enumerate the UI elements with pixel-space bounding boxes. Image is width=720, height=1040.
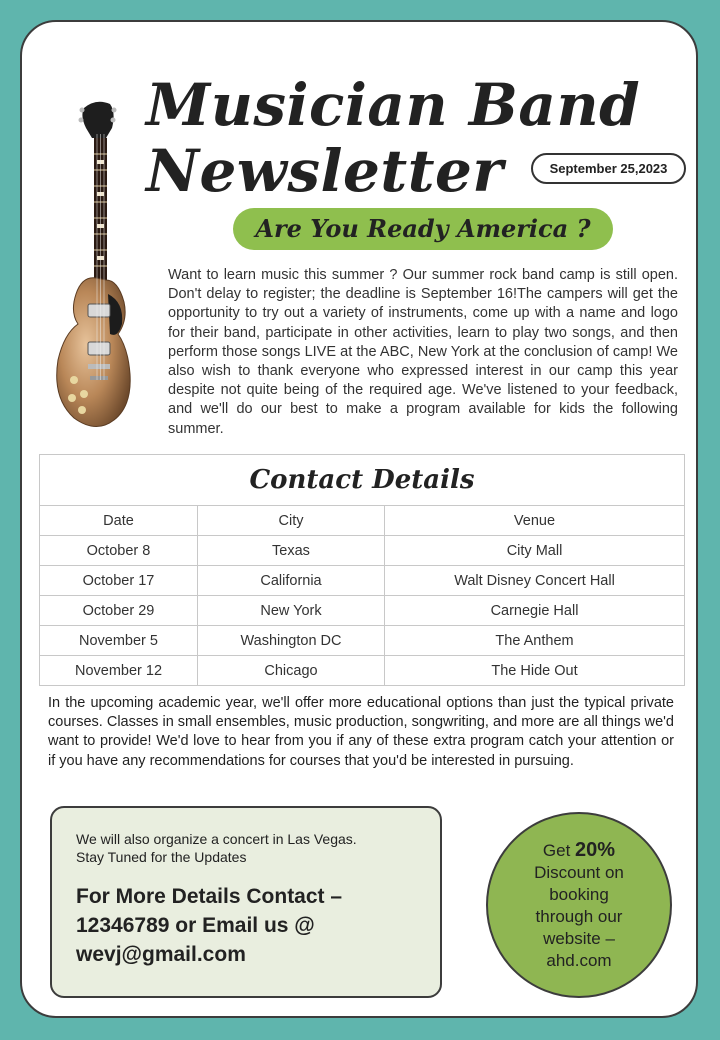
concert-note	[76, 830, 416, 866]
cell-date: October 17	[40, 566, 198, 596]
contact-details-text: For More Details Contact – 12346789 or Email us @ wevj@gmail.com	[76, 885, 343, 966]
cell-venue: City Mall	[385, 536, 685, 566]
cell-city: New York	[198, 596, 385, 626]
cell-date: November 12	[40, 656, 198, 686]
cell-city: Texas	[198, 536, 385, 566]
cell-venue: The Anthem	[385, 626, 685, 656]
table-row	[40, 566, 685, 596]
date-badge: September 25,2023	[531, 153, 686, 184]
cell-venue: Walt Disney Concert Hall	[385, 566, 685, 596]
discount-prefix: Get	[542, 840, 571, 860]
newsletter-page	[20, 20, 698, 1018]
guitar-icon	[52, 98, 134, 438]
cell-city: Chicago	[198, 656, 385, 686]
contact-details-table	[39, 454, 685, 686]
newsletter-title	[146, 72, 646, 204]
discount-badge	[486, 812, 672, 998]
intro-paragraph: Want to learn music this summer ? Our summer rock band camp is still open. Don't delay to register; the deadline is September 16!The campers will get the opportunity to try out a variety of instruments, come up with a name and logo for their band, participate in other activities, learn to play two songs, and then perform those songs LIVE at the ABC, New York at the conclusion of camp! We also wish to thank everyone who expressed interest in our camp this year despite not quite being of the required age. We've listened to your feedback, and we'll do our best to make a program available for kids the following summer.	[168, 267, 678, 437]
programs-paragraph: In the upcoming academic year, we'll offer more educational options than just the typical private courses. Classes in small ensembles, music production, songwriting, and more are all things we'd want to provide! We'd love to hear from you if any of these extra program catch your attention or if you have any recommendations for courses that you'd be interested in pursuing.	[48, 695, 674, 769]
discount-text: Discount on booking through our website – ahd.com	[534, 862, 624, 970]
cell-city: California	[198, 566, 385, 596]
table-row	[40, 626, 685, 656]
table-row	[40, 656, 685, 686]
table-row	[40, 596, 685, 626]
cell-venue: Carnegie Hall	[385, 596, 685, 626]
title-line-2: Newsletter	[146, 137, 504, 205]
cell-date: October 8	[40, 536, 198, 566]
column-header-date: Date	[40, 506, 198, 536]
cell-date: October 29	[40, 596, 198, 626]
column-header-venue: Venue	[385, 506, 685, 536]
column-header-city: City	[198, 506, 385, 536]
title-line-1: Musician Band	[146, 71, 641, 139]
table-row	[40, 536, 685, 566]
cell-date: November 5	[40, 626, 198, 656]
headline-banner: Are You Ready America ?	[233, 208, 613, 250]
concert-info-box	[50, 806, 442, 998]
contact-table-heading: Contact Details	[40, 455, 685, 506]
cell-venue: The Hide Out	[385, 656, 685, 686]
concert-note-line-2: Stay Tuned for the Updates	[76, 849, 247, 865]
cell-city: Washington DC	[198, 626, 385, 656]
table-header-row	[40, 506, 685, 536]
concert-note-line-1: We will also organize a concert in Las Vegas.	[76, 831, 357, 847]
discount-headline	[543, 839, 615, 862]
discount-percent: 20%	[575, 838, 616, 861]
